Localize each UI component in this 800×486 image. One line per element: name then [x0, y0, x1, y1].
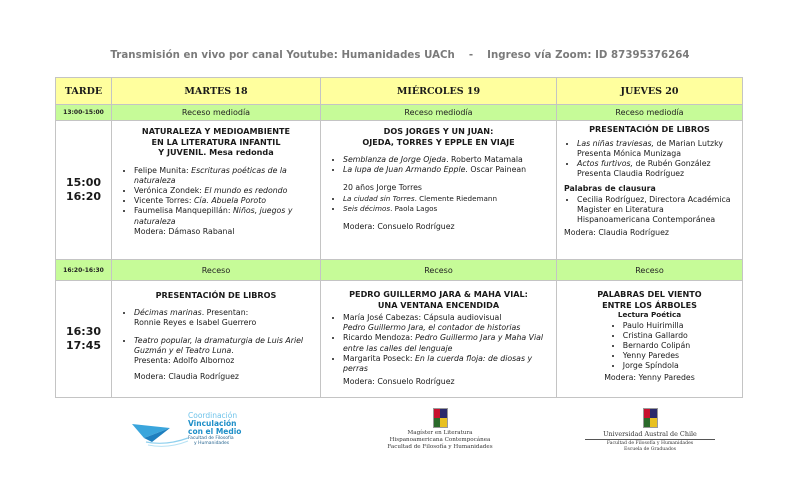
title-line: EN LA LITERATURA INFANTIL [151, 136, 281, 147]
session-martes-1 [112, 121, 321, 260]
list-item [343, 204, 550, 214]
university-crest-icon [643, 408, 658, 428]
participants-list [327, 313, 550, 374]
list-item [134, 166, 314, 186]
participant: Margarita Poseck: [343, 353, 415, 363]
recess-row [56, 260, 743, 281]
session-title: PRESENTACIÓN DE LIBROS [589, 124, 710, 134]
work-title: La lupa de Juan Armando Epple [343, 165, 466, 175]
moderator: Modera: Yenny Paredes [604, 372, 695, 382]
presenter: Presenta Claudia Rodríguez [577, 169, 685, 179]
logo-text: Facultad de Filosofía [188, 436, 234, 441]
time-start: 15:00 [65, 176, 101, 189]
list-item [343, 313, 550, 333]
list-item [343, 333, 550, 353]
readers-list [563, 321, 736, 383]
list-item [343, 354, 550, 374]
participants-list [327, 155, 550, 175]
recess-row [56, 105, 743, 121]
logo-text: Vinculación [188, 419, 237, 428]
title-line: OJEDA, TORRES Y EPPLE EN VIAJE [362, 136, 515, 147]
title-line: PALABRAS DEL VIENTO [597, 289, 702, 299]
recess-time: 13:00-15:00 [56, 105, 112, 121]
punctuation: . [231, 346, 234, 356]
books-list [563, 139, 736, 180]
logo-text: Universidad Austral de Chile [585, 430, 715, 440]
session-title [327, 126, 550, 147]
session-title [563, 289, 736, 321]
day-jueves: JUEVES 20 [557, 78, 743, 105]
list-item [577, 159, 736, 179]
title-line: ENTRE LOS ÁRBOLES [602, 299, 697, 310]
moderator: Modera: Consuelo Rodríguez [343, 222, 455, 232]
closing-line: Magister en Literatura [577, 204, 664, 214]
participants-list [118, 166, 314, 227]
participant: María José Cabezas: Cápsula audiovisual [343, 313, 502, 322]
moderator: Modera: Claudia Rodríguez [134, 371, 239, 381]
list-item [134, 206, 314, 226]
closing-list [563, 195, 736, 226]
logo-text: Hispanoamericana Contempocánea [389, 437, 491, 443]
presenter: Presenta Mónica Munizaga [577, 148, 682, 158]
author: de Rubén González [633, 158, 711, 168]
presenter-label: . Presentan: [201, 307, 249, 317]
moderator: Modera: Consuelo Rodríguez [343, 377, 455, 387]
title-line: DOS JORGES Y UN JUAN: [383, 126, 494, 136]
list-item [134, 196, 314, 206]
recess-label: Receso [112, 260, 321, 281]
time-end: 16:20 [65, 190, 101, 203]
work-title: Décimas marinas [134, 307, 202, 317]
zoom-info: Ingreso vía Zoom: ID 87395376264 [487, 50, 690, 61]
participant: Felipe Munita: [134, 165, 192, 175]
session-title [118, 126, 314, 158]
subheading: 20 años Jorge Torres [343, 183, 422, 193]
session-martes-2 [112, 281, 321, 398]
moderator: Modera: Claudia Rodríguez [564, 228, 669, 238]
uach-logo [585, 408, 715, 453]
logo-text: Escuela de Graduados [623, 447, 677, 452]
recess-label: Receso mediodía [112, 105, 321, 121]
vinculacion-logo [130, 412, 270, 458]
time-start: 16:30 [65, 325, 101, 338]
participant: . Paola Lagos [390, 203, 438, 213]
presenter: Presenta: Adolfo Albornoz [134, 356, 235, 366]
session-miercoles-2 [321, 281, 557, 398]
recess-label: Receso [321, 260, 557, 281]
corner-label: TARDE [56, 78, 112, 105]
closing-title: Palabras de clausura [564, 184, 656, 194]
presenter: Ronnie Reyes e Isabel Guerrero [134, 317, 257, 327]
session-title [327, 289, 550, 310]
session-row [56, 281, 743, 398]
day-martes: MARTES 18 [112, 78, 321, 105]
university-crest-icon [433, 408, 448, 428]
separator: - [468, 50, 474, 61]
books-list [118, 308, 314, 367]
recess-time: 16:20-16:30 [56, 260, 112, 281]
paper-plane-icon [130, 418, 190, 448]
closing-line: Cecilia Rodríguez, Directora Académica [577, 194, 731, 204]
logo-text: Facultad de Filosofía y Humanidades [387, 444, 493, 450]
session-time [56, 281, 112, 398]
work-title: Teatro popular, la dramaturgia de Luis Ariel Guzmán y el Teatro Luna [134, 335, 304, 356]
work-title: En la cuerda floja: de diosas y perras [343, 353, 533, 374]
broadcast-info [0, 50, 800, 61]
magister-logo [360, 408, 520, 451]
work-title: El mundo es redondo [204, 185, 288, 195]
time-end: 17:45 [65, 339, 101, 352]
day-miercoles: MIÉRCOLES 19 [321, 78, 557, 105]
reader-item: • Jorge Spíndola [623, 361, 690, 371]
logo-text: Magíster en Literatura [407, 430, 473, 436]
participant: . Roberto Matamala [446, 155, 523, 164]
session-time [56, 121, 112, 260]
work-title: Niños, juegos y naturaleza [134, 206, 293, 226]
reader-item: • Bernardo Colipán [623, 341, 690, 351]
reader-item: • Paulo Huirimilla [623, 321, 690, 331]
list-item [134, 308, 314, 328]
title-line: PEDRO GUILLERMO JARA & MAHA VIAL: [349, 289, 528, 299]
list-item [134, 336, 314, 367]
reader-item: • Yenny Paredes [623, 351, 690, 361]
participant: Verónica Zondek: [134, 185, 205, 195]
list-item [343, 155, 550, 165]
readers [609, 321, 690, 372]
work-title: Cía. Abuela Poroto [193, 196, 267, 206]
session-jueves-2 [557, 281, 743, 398]
work-title: Semblanza de Jorge Ojeda [343, 155, 447, 164]
stream-info: Transmisión en vivo por canal Youtube: Humanidades UACh [110, 50, 455, 61]
recess-label: Receso mediodía [557, 105, 743, 121]
recess-label: Receso [557, 260, 743, 281]
reader-item: • Cristina Gallardo [623, 331, 690, 341]
work-title: Actos furtivos, [577, 158, 634, 168]
participant: Ricardo Mendoza: [343, 333, 416, 343]
work-title: Escrituras poéticas de la naturaleza [134, 165, 287, 185]
schedule-table [55, 77, 743, 398]
title-line: UNA VENTANA ENCENDIDA [377, 299, 500, 310]
participant: Vicente Torres: [134, 196, 194, 206]
work-title: Las niñas traviesas, [577, 138, 655, 148]
session-miercoles-1 [321, 121, 557, 260]
session-jueves-1 [557, 121, 743, 260]
title-line: NATURALEZA Y MEDIOAMBIENTE [141, 126, 291, 136]
list-item [134, 186, 314, 196]
list-item [577, 195, 736, 226]
logo-text: y Humanidades [194, 441, 230, 446]
header-row [56, 78, 743, 105]
recess-label: Receso mediodía [321, 105, 557, 121]
list-item [577, 139, 736, 159]
work-title: Pedro Guillermo Jara y Maha Vial entre las calles del lenguaje [343, 333, 544, 353]
list-item [343, 165, 550, 175]
title-line: Y JUVENIL. Mesa redonda [158, 147, 274, 157]
participant: . Clemente Riedemann [414, 193, 498, 203]
session-row [56, 121, 743, 260]
moderator: Modera: Dámaso Rabanal [134, 226, 235, 236]
logo-text: con el Medio [188, 427, 242, 436]
work-title: La ciudad sin Torres [343, 193, 415, 203]
list-item [343, 194, 550, 204]
work-title: Pedro Guillermo Jara, el contador de historias [343, 323, 521, 333]
author: de Marian Lutzky [654, 138, 723, 148]
work-title: Seis décimos [343, 203, 391, 213]
logo-text: Coordinación [188, 411, 238, 420]
participant: . Oscar Painean [465, 165, 527, 175]
logo-text: Facultad de Filosofía y Humanidades [606, 441, 694, 446]
subtitle: Lectura Poética [617, 310, 682, 319]
session-title: PRESENTACIÓN DE LIBROS [155, 290, 277, 300]
participant: Faumelisa Manquepillán: [134, 206, 233, 216]
participants-list [327, 194, 550, 214]
closing-line: Hispanoamericana Contemporánea [577, 214, 716, 224]
